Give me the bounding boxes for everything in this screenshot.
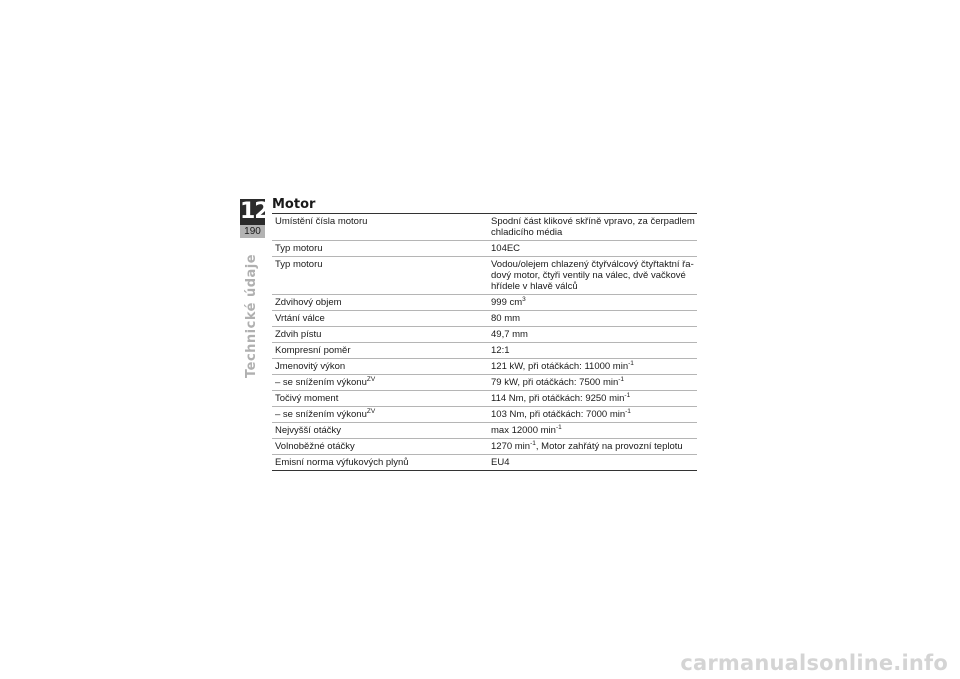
table-row <box>272 343 697 359</box>
table-row <box>272 359 697 375</box>
spec-label: – se snížením výkonu <box>275 409 367 420</box>
engine-spec-table <box>272 213 697 471</box>
spec-label-cell <box>272 327 488 343</box>
watermark: carmanualsonline.info <box>680 651 948 675</box>
chapter-number-badge: 12 <box>240 199 269 224</box>
chapter-side-title-text: Technické údaje <box>244 253 259 378</box>
spec-label-cell <box>272 439 488 455</box>
spec-value: 114 Nm, při otáčkách: 9250 min <box>491 393 625 404</box>
table-row <box>272 311 697 327</box>
spec-value: Vodou/olejem chlazený čtyřválcový čtyřtaktní řa-dový motor, čtyři ventily na válec, dvě vačkové hřídele v hlavě válců <box>491 259 694 292</box>
spec-label-cell <box>272 214 488 241</box>
spec-value-cell <box>488 391 697 407</box>
table-row <box>272 455 697 471</box>
spec-label: Typ motoru <box>275 259 323 270</box>
spec-table-body <box>272 214 697 471</box>
spec-value: 79 kW, při otáčkách: 7500 min <box>491 377 619 388</box>
spec-label: Volnoběžné otáčky <box>275 441 355 452</box>
spec-label: Nejvyšší otáčky <box>275 425 341 436</box>
table-row <box>272 439 697 455</box>
table-row <box>272 327 697 343</box>
spec-label-superscript: ZV <box>366 407 376 415</box>
spec-value: 103 Nm, při otáčkách: 7000 min <box>491 409 626 420</box>
table-row <box>272 214 697 241</box>
table-row <box>272 407 697 423</box>
spec-value-cell <box>488 407 697 423</box>
table-row <box>272 241 697 257</box>
spec-value: 104EC <box>491 243 521 254</box>
spec-label-cell <box>272 343 488 359</box>
spec-label-cell <box>272 257 488 295</box>
spec-value-cell <box>488 295 697 311</box>
spec-label: Točivý moment <box>275 393 339 404</box>
spec-value-cell <box>488 257 697 295</box>
spec-label-cell <box>272 391 488 407</box>
spec-value-superscript: -1 <box>628 359 634 367</box>
spec-value-cell <box>488 241 697 257</box>
section-title: Motor <box>272 197 316 212</box>
spec-value-cell <box>488 343 697 359</box>
spec-value: EU4 <box>491 457 510 468</box>
spec-label: Jmenovitý výkon <box>275 361 346 372</box>
spec-label: – se snížením výkonu <box>275 377 367 388</box>
spec-value-continuation: , Motor zahřátý na provozní teplotu <box>535 441 683 452</box>
spec-label-cell <box>272 359 488 375</box>
spec-value: 49,7 mm <box>491 329 528 340</box>
spec-value: 999 cm <box>491 297 523 308</box>
table-row <box>272 295 697 311</box>
table-row <box>272 391 697 407</box>
table-row <box>272 375 697 391</box>
spec-label-superscript: ZV <box>366 375 376 383</box>
spec-value: 121 kW, při otáčkách: 11000 min <box>491 361 629 372</box>
spec-value-superscript: -1 <box>625 407 631 415</box>
page-number: 190 <box>240 225 265 238</box>
spec-value-cell <box>488 455 697 471</box>
spec-label: Typ motoru <box>275 243 323 254</box>
spec-value-superscript: -1 <box>624 391 631 399</box>
spec-label-cell <box>272 407 488 423</box>
table-row <box>272 423 697 439</box>
spec-label: Zdvih pístu <box>275 329 322 340</box>
table-row <box>272 257 697 295</box>
spec-value-cell <box>488 359 697 375</box>
spec-label-cell <box>272 241 488 257</box>
spec-value: max 12000 min <box>491 425 556 436</box>
spec-value-cell <box>488 311 697 327</box>
spec-label-cell <box>272 455 488 471</box>
spec-label-cell <box>272 295 488 311</box>
spec-label-cell <box>272 311 488 327</box>
spec-label: Zdvihový objem <box>275 297 342 308</box>
spec-value-cell <box>488 327 697 343</box>
spec-value-cell <box>488 439 697 455</box>
spec-label: Vrtání válce <box>275 313 325 324</box>
spec-value-cell <box>488 214 697 241</box>
spec-value-cell <box>488 423 697 439</box>
spec-value: 1270 min <box>491 441 531 452</box>
spec-value: 12:1 <box>491 345 510 356</box>
spec-value-superscript: 3 <box>522 295 526 303</box>
spec-label-cell <box>272 423 488 439</box>
spec-value: Spodní část klikové skříně vpravo, za čerpadlem chladicího média <box>491 216 695 238</box>
spec-value-superscript: -1 <box>530 439 536 447</box>
spec-value: 80 mm <box>491 313 521 324</box>
spec-value-cell <box>488 375 697 391</box>
spec-label-cell <box>272 375 488 391</box>
spec-value-superscript: -1 <box>618 375 625 383</box>
spec-label: Emisní norma výfukových plynů <box>275 457 409 468</box>
spec-value-superscript: -1 <box>555 423 562 431</box>
spec-label: Kompresní poměr <box>275 345 351 356</box>
spec-label: Umístění čísla motoru <box>275 216 368 227</box>
